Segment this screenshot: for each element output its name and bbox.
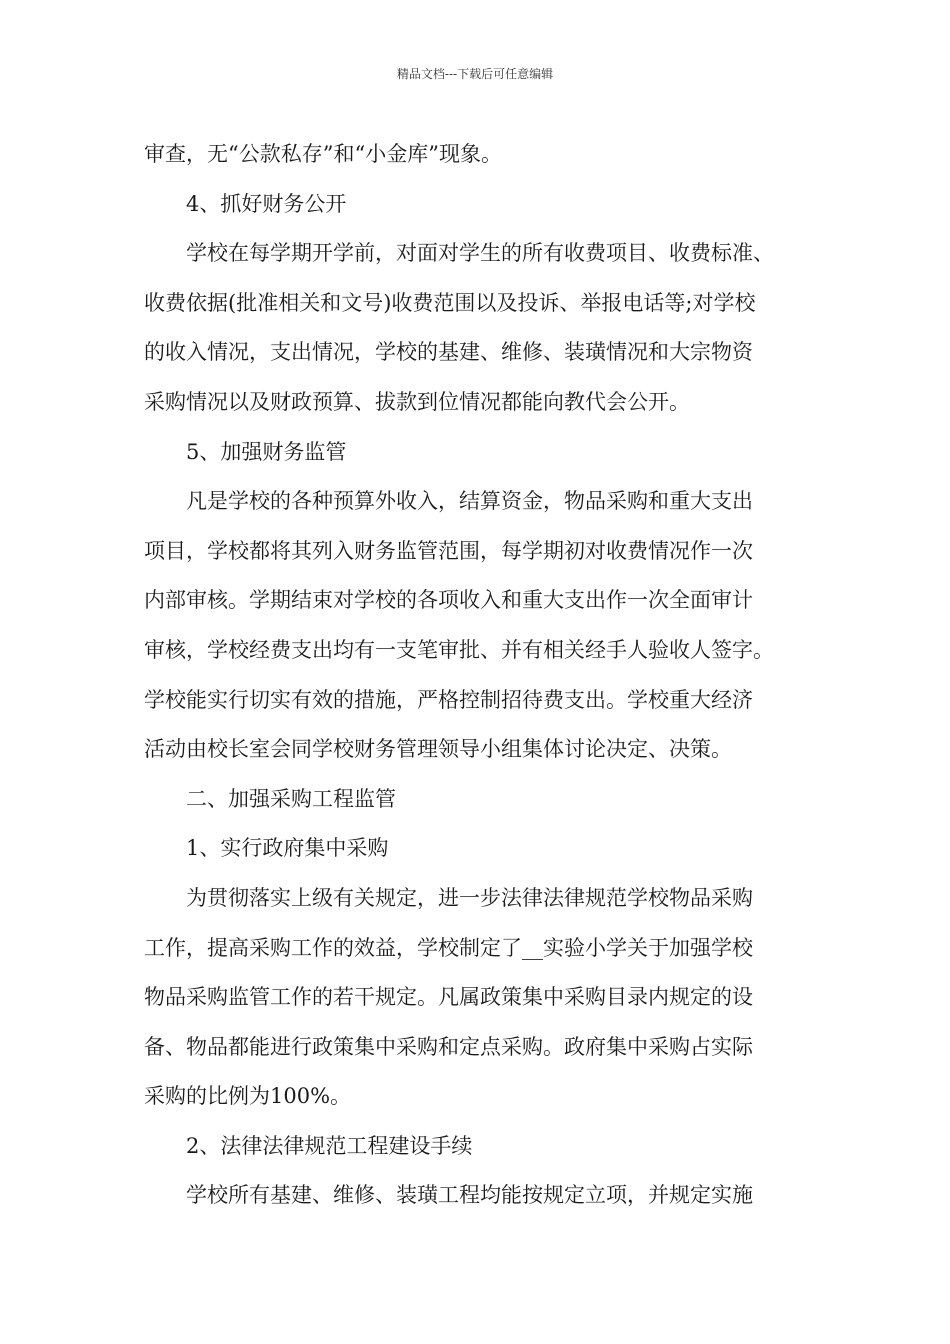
- text-line: 4、抓好财务公开: [186, 191, 347, 216]
- text-line: 备、物品都能进行政策集中采购和定点采购。政府集中采购占实际: [144, 1034, 753, 1059]
- text-line: 收费依据(批准相关和文号)收费范围以及投诉、举报电话等;对学校: [144, 290, 756, 315]
- text-line: 2、法律法律规范工程建设手续: [186, 1133, 473, 1158]
- text-line: 工作，提高采购工作的效益，学校制定了__实验小学关于加强学校: [144, 935, 753, 960]
- text-line: 采购的比例为100%。: [144, 1084, 352, 1109]
- text-line: 二、加强采购工程监管: [186, 786, 396, 811]
- text-line: 1、实行政府集中采购: [186, 836, 389, 861]
- text-line: 为贯彻落实上级有关规定，进一步法律法律规范学校物品采购: [186, 885, 753, 910]
- text-line: 的收入情况，支出情况，学校的基建、维修、装璜情况和大宗物资: [144, 340, 753, 365]
- text-line: 审核，学校经费支出均有一支笔审批、并有相关经手人验收人签字。: [144, 637, 774, 662]
- text-line: 凡是学校的各种预算外收入，结算资金，物品采购和重大支出: [186, 489, 753, 514]
- text-line: 项目，学校都将其列入财务监管范围，每学期初对收费情况作一次: [144, 538, 753, 563]
- text-line: 内部审核。学期结束对学校的各项收入和重大支出作一次全面审计: [144, 588, 753, 613]
- text-line: 学校能实行切实有效的措施，严格控制招待费支出。学校重大经济: [144, 687, 753, 712]
- text-line: 学校在每学期开学前，对面对学生的所有收费项目、收费标准、: [186, 241, 774, 266]
- text-line: 物品采购监管工作的若干规定。凡属政策集中采购目录内规定的设: [144, 985, 753, 1010]
- page-header: 精品文档---下载后可任意编辑: [396, 67, 554, 81]
- text-line: 学校所有基建、维修、装璜工程均能按规定立项，并规定实施: [186, 1183, 753, 1208]
- text-line: 采购情况以及财政预算、拔款到位情况都能向教代会公开。: [144, 389, 690, 414]
- text-line: 5、加强财务监管: [186, 439, 347, 464]
- text-line: 活动由校长室会同学校财务管理领导小组集体讨论决定、决策。: [144, 737, 732, 762]
- text-line: 审查，无“公款私存”和“小金库”现象。: [144, 142, 502, 166]
- document-body: [144, 130, 816, 1221]
